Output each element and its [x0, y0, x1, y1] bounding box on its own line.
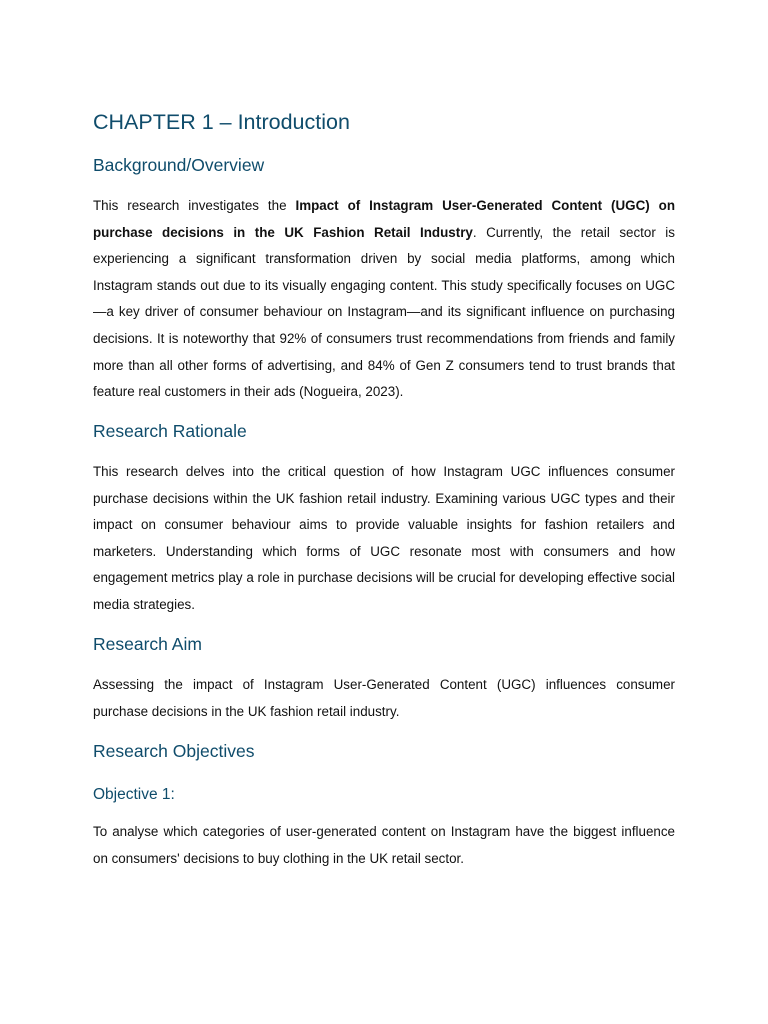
background-text-body: . Currently, the retail sector is experiencing a significant transformation driven by social media platforms, among which Instagram stands out due to its visually engaging content. This study specifically focuses on UGC—a key driver of consumer behaviour on Instagram—and its significant influence on purchasing decisions. It is noteworthy that 92% of consumers trust recommendations from friends and family more than all other forms of advertising, and 84% of Gen Z consumers tend to trust brands that feature real customers in their ads (Nogueira, 2023).: [93, 224, 675, 400]
background-text-bold: Impact of Instagram User-Generated Content (UGC) on purchase decisions in the UK Fashion Retail Industry: [93, 198, 675, 240]
objectives-heading: Research Objectives: [93, 741, 255, 761]
aim-paragraph: Assessing the impact of Instagram User-Generated Content (UGC) influences consumer purchase decisions in the UK fashion retail industry.: [93, 677, 675, 719]
aim-heading: Research Aim: [93, 634, 202, 654]
objective-1-paragraph: To analyse which categories of user-generated content on Instagram have the biggest influence on consumers' decisions to buy clothing in the UK retail sector.: [93, 824, 675, 866]
objective-1-heading: Objective 1:: [93, 786, 175, 803]
background-heading: Background/Overview: [93, 155, 265, 175]
background-paragraph: [93, 193, 675, 406]
rationale-paragraph: This research delves into the critical question of how Instagram UGC influences consumer purchase decisions within the UK fashion retail industry. Examining various UGC types and their impact on consumer behaviour aims to provide valuable insights for fashion retailers and marketers. Understanding which forms of UGC resonate most with consumers and how engagement metrics play a role in purchase decisions will be crucial for developing effective social media strategies.: [93, 464, 675, 612]
background-text-intro: This research investigates the: [93, 198, 296, 213]
chapter-title: CHAPTER 1 – Introduction: [93, 110, 350, 134]
rationale-heading: Research Rationale: [93, 421, 247, 441]
